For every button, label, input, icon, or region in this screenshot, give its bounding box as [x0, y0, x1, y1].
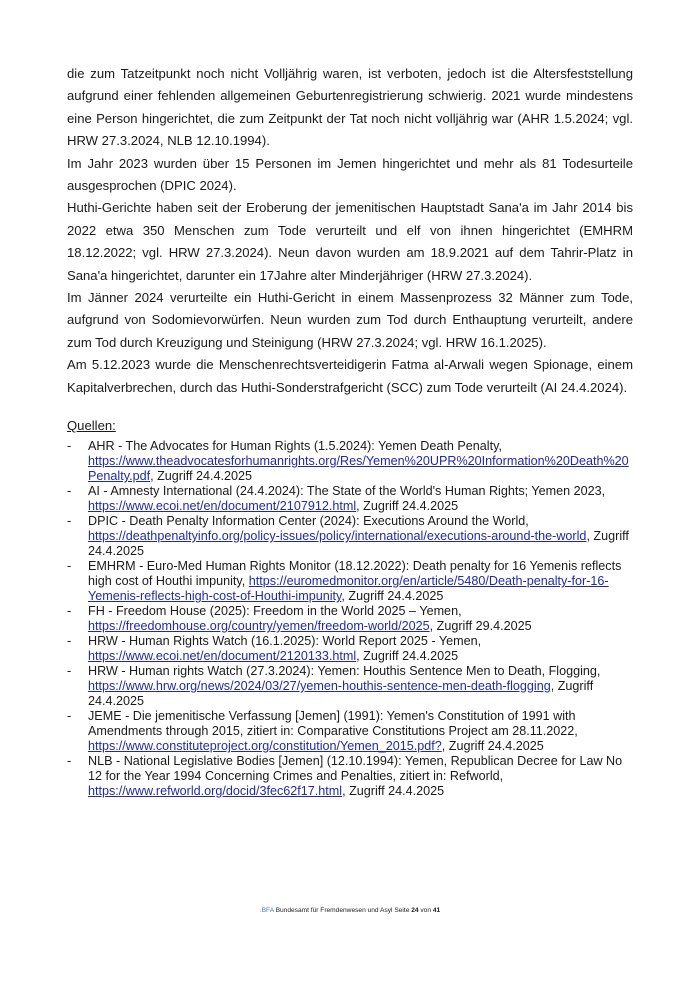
- source-access-date: , Zugriff 24.4.2025: [356, 499, 459, 514]
- source-link[interactable]: https://www.constituteproject.org/constitution/Yemen_2015.pdf?: [88, 739, 442, 754]
- page-number: 24: [411, 907, 419, 914]
- source-link[interactable]: https://freedomhouse.org/country/yemen/freedom-world/2025: [88, 619, 430, 634]
- source-text: NLB - National Legislative Bodies [Jemen] (12.10.1994): Yemen, Republican Decree for Law No 12 for the Year 1994 Concerning Crimes and Penalties, zitiert in: Refworld,: [88, 754, 623, 784]
- source-item: [67, 604, 633, 634]
- source-item: [67, 754, 633, 799]
- source-text: JEME - Die jemenitische Verfassung [Jemen] (1991): Yemen's Constitution of 1991 with Amendments through 2015, zitiert in: Comparative Constitutions Project am 28.11.2022,: [88, 709, 578, 739]
- source-item: [67, 709, 633, 754]
- bullet-dash: -: [67, 754, 72, 769]
- source-text: AI - Amnesty International (24.4.2024): The State of the World's Human Rights; Yemen 2023,: [88, 484, 606, 499]
- bullet-dash: -: [67, 484, 72, 499]
- bullet-dash: -: [67, 559, 72, 574]
- bullet-dash: -: [67, 604, 72, 619]
- source-item: [67, 484, 633, 514]
- source-text: FH - Freedom House (2025): Freedom in the World 2025 – Yemen,: [88, 604, 462, 619]
- source-item: [67, 559, 633, 604]
- footer-of: von: [418, 907, 433, 914]
- bullet-dash: -: [67, 709, 72, 724]
- source-access-date: , Zugriff 29.4.2025: [429, 619, 532, 634]
- source-access-date: , Zugriff 24.4.2025: [356, 649, 459, 664]
- source-link[interactable]: https://deathpenaltyinfo.org/policy-issues/policy/international/executions-around-the-world: [88, 529, 587, 544]
- source-link[interactable]: https://www.refworld.org/docid/3fec62f17.html: [88, 784, 343, 799]
- document-body: [67, 63, 633, 799]
- source-link[interactable]: https://www.ecoi.net/en/document/2107912.html: [88, 499, 357, 514]
- source-text: EMHRM - Euro-Med Human Rights Monitor (18.12.2022): Death penalty for 16 Yemenis reflects high cost of Houthi impunity,: [88, 559, 622, 589]
- source-text: HRW - Human rights Watch (27.3.2024): Yemen: Houthis Sentence Men to Death, Flogging,: [88, 664, 601, 679]
- bullet-dash: -: [67, 514, 72, 529]
- page-total: 41: [432, 907, 441, 914]
- footer-org: Bundesamt für Fremdenwesen und Asyl Seite: [273, 907, 412, 914]
- source-access-date: , Zugriff 24.4.2025: [88, 679, 594, 709]
- source-link[interactable]: https://euromedmonitor.org/en/article/5480/Death-penalty-for-16-Yemenis-reflects-high-cost-of-Houthi-impunity: [88, 574, 609, 604]
- page-footer: [0, 907, 700, 914]
- source-item: [67, 634, 633, 664]
- bullet-dash: -: [67, 439, 72, 454]
- bullet-dash: -: [67, 664, 72, 679]
- sources-list: [67, 439, 633, 799]
- bullet-dash: -: [67, 634, 72, 649]
- source-link[interactable]: https://www.ecoi.net/en/document/2120133.html: [88, 649, 357, 664]
- source-access-date: , Zugriff 24.4.2025: [441, 739, 544, 754]
- source-link[interactable]: https://www.hrw.org/news/2024/03/27/yemen-houthis-sentence-men-death-flogging: [88, 679, 551, 694]
- source-item: [67, 439, 633, 484]
- source-text: HRW - Human Rights Watch (16.1.2025): World Report 2025 - Yemen,: [88, 634, 482, 649]
- source-item: [67, 514, 633, 559]
- paragraph: Im Jänner 2024 verurteilte ein Huthi-Gericht in einem Massenprozess 32 Männer zum Tode, aufgrund von Sodomievorwürfen. Neun wurden zum Tod durch Enthauptung verurteilt, andere zum Tod durch Kreuzigung und Steinigung (HRW 27.3.2024; vgl. HRW 16.1.2025).: [67, 290, 633, 350]
- paragraph: Im Jahr 2023 wurden über 15 Personen im Jemen hingerichtet und mehr als 81 Todesurteile ausgesprochen (DPIC 2024).: [67, 155, 633, 194]
- source-access-date: , Zugriff 24.4.2025: [88, 529, 629, 559]
- paragraph: die zum Tatzeitpunkt noch nicht Volljährig waren, ist verboten, jedoch ist die Altersfeststellung aufgrund einer fehlenden allgemeinen Geburtenregistrierung schwierig. 2021 wurde mindestens eine Person hingerichtet, die zum Zeitpunkt der Tat noch nicht volljährig war (AHR 1.5.2024; vgl. HRW 27.3.2024, NLB 12.10.1994).: [67, 66, 633, 149]
- source-access-date: , Zugriff 24.4.2025: [150, 469, 253, 484]
- sources-heading: Quellen:: [67, 418, 116, 434]
- paragraph: Huthi-Gerichte haben seit der Eroberung der jemenitischen Hauptstadt Sana'a im Jahr 2014 bis 2022 etwa 350 Menschen zum Tode verurteilt und elf von ihnen hingerichtet (EMHRM 18.12.2022; vgl. HRW 27.3.2024). Neun davon wurden am 18.9.2021 auf dem Tahrir-Platz in Sana'a hingerichtet, darunter ein 17Jahre alter Minderjähriger (HRW 27.3.2024).: [67, 200, 633, 283]
- source-item: [67, 664, 633, 709]
- source-link[interactable]: https://www.theadvocatesforhumanrights.org/Res/Yemen%20UPR%20Information%20Death%20Penalty.pdf: [88, 454, 629, 484]
- source-text: AHR - The Advocates for Human Rights (1.5.2024): Yemen Death Penalty,: [88, 439, 502, 454]
- bfa-logo-text: .BFA: [259, 907, 274, 914]
- paragraph: Am 5.12.2023 wurde die Menschenrechtsverteidigerin Fatma al-Arwali wegen Spionage, einem Kapitalverbrechen, durch das Huthi-Sonderstrafgericht (SCC) zum Tode verurteilt (AI 24.4.2024).: [67, 357, 633, 395]
- source-access-date: , Zugriff 24.4.2025: [341, 589, 444, 604]
- source-access-date: , Zugriff 24.4.2025: [342, 784, 445, 799]
- source-text: DPIC - Death Penalty Information Center (2024): Executions Around the World,: [88, 514, 529, 529]
